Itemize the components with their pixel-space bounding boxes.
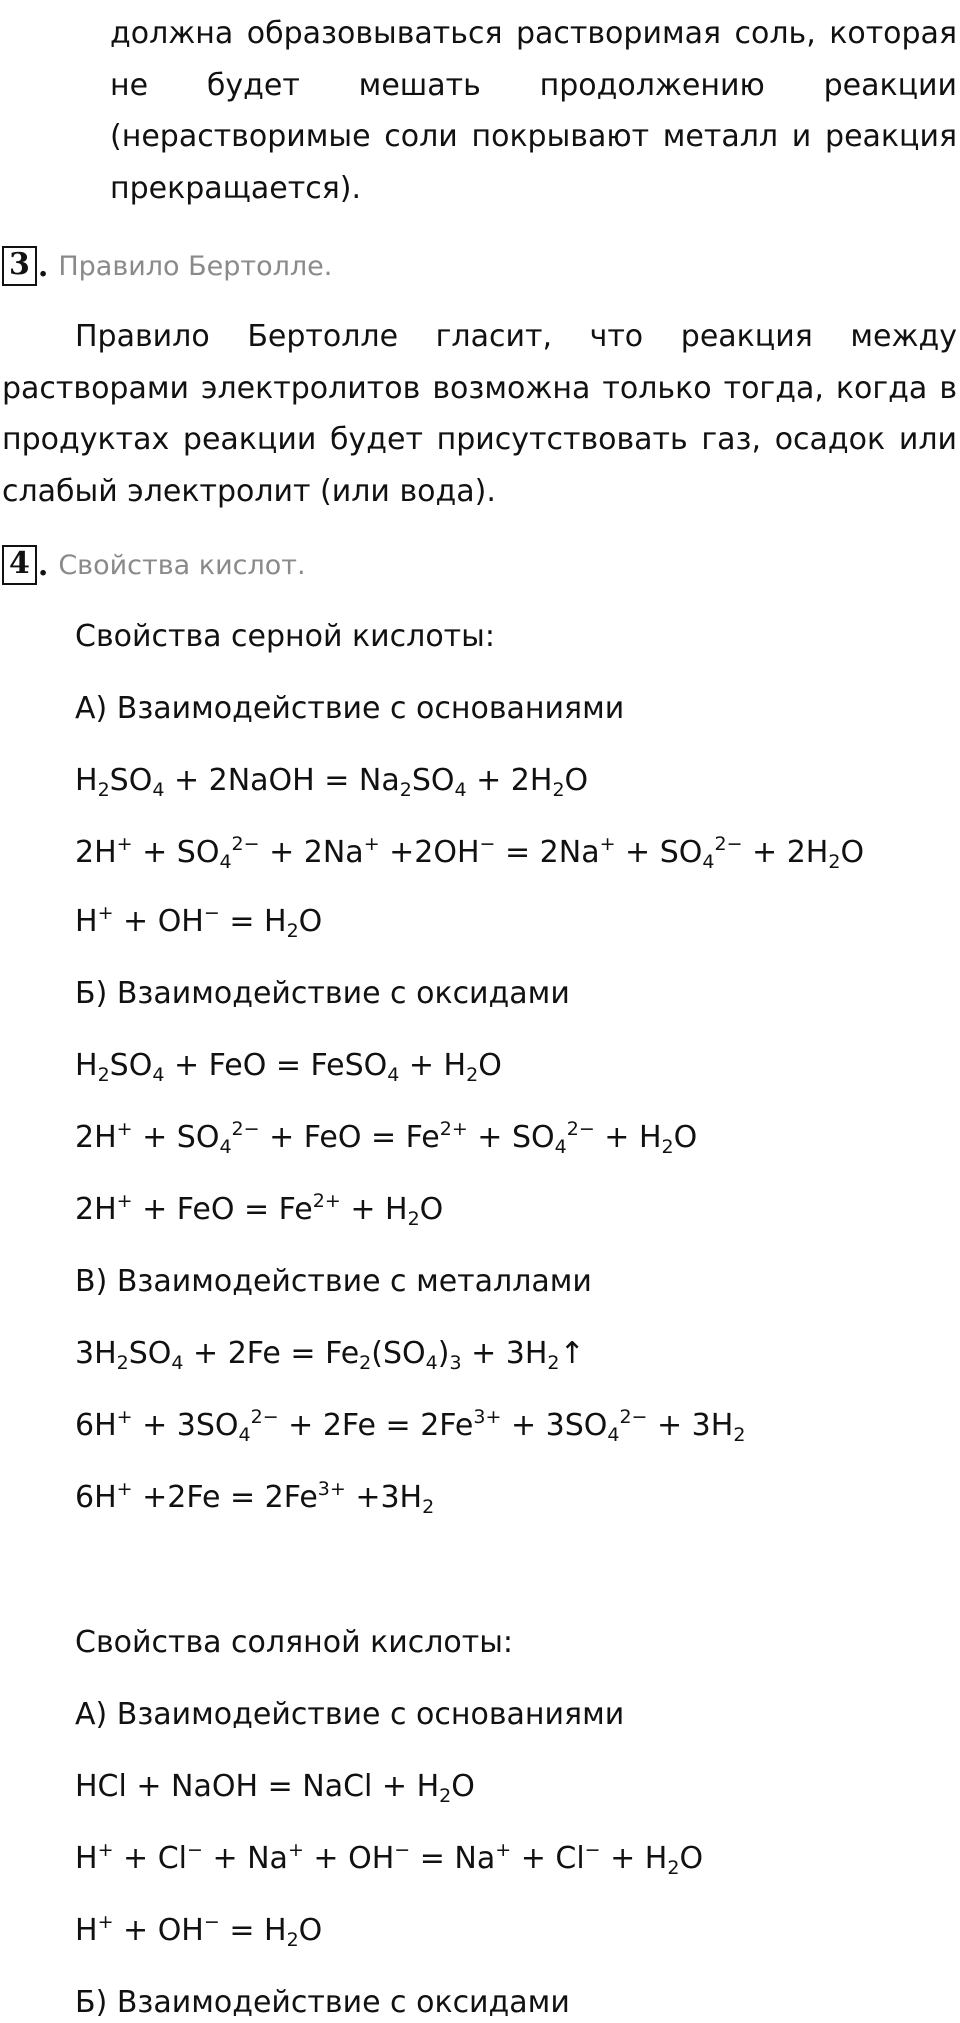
reaction-type-label: В) Взаимодействие с металлами <box>75 1264 592 1299</box>
intro-line: не будет мешать продолжению реакции <box>110 67 957 103</box>
paragraph-line: Правило Бертолле гласит, что реакция между <box>75 319 957 354</box>
berthollet-rule-paragraph <box>2 311 957 517</box>
chemical-equation: $H_2SO_4$ + FeO = FeSO$_4$ + $H_2O$ <box>75 1048 502 1086</box>
intro-line: прекращается). <box>110 170 362 206</box>
chemical-equation: $6H^+ + 3SO_4^{2-} + 2Fe = 2Fe^{3+} + 3SO_4^{2-} + 3H_2$ <box>75 1406 746 1446</box>
intro-line: должна образовываться растворимая соль, которая <box>110 16 957 51</box>
sulfuric-acid-heading: Свойства серной кислоты: <box>75 619 495 654</box>
paragraph-line: слабый электролит (или вода). <box>2 473 496 509</box>
section-title: Правило Бертолле. <box>58 250 333 282</box>
reaction-type-label: А) Взаимодействие с основаниями <box>75 691 625 726</box>
reaction-type-label: Б) Взаимодействие с оксидами <box>75 1985 570 2020</box>
reaction-type-label: А) Взаимодействие с основаниями <box>75 1697 625 1732</box>
intro-paragraph <box>110 8 957 214</box>
paragraph-line: продуктах реакции будет присутствовать газ, осадок или <box>2 422 957 457</box>
chemical-equation: $3H_2SO_4 + 2Fe = Fe_2(SO_4)_3$ + $3H_2↑$ <box>75 1336 585 1374</box>
section-number-badge: 3 <box>2 246 37 286</box>
section-number-badge: 4 <box>2 545 37 585</box>
chemical-equation: HCl + NaOH = NaCl + $H_2O$ <box>75 1769 475 1807</box>
paragraph-line: растворами электролитов возможна только тогда, когда в <box>2 370 957 406</box>
chemical-equation: $H^+ + Cl^- + Na^+ + OH^- = Na^+ + Cl^- + H_2O$ <box>75 1839 704 1879</box>
section-title: Свойства кислот. <box>58 549 306 581</box>
chemical-equation: $2H^+ + SO_4^{2-}$ + FeO = $Fe^{2+} + SO_4^{2-} + H_2O$ <box>75 1118 698 1158</box>
section-number-dot: . <box>37 248 49 284</box>
chemical-equation: $H_2SO_4$ + 2NaOH = $Na_2SO_4 + 2H_2O$ <box>75 763 589 801</box>
reaction-type-label: Б) Взаимодействие с оксидами <box>75 976 570 1011</box>
chemical-equation: $H^+ + OH^- = H_2O$ <box>75 1911 323 1951</box>
chemical-equation: $6H^+ +2Fe = 2Fe^{3+} +3H_2$ <box>75 1478 435 1518</box>
chemical-equation: $H^+ + OH^- = H_2O$ <box>75 902 323 942</box>
intro-line: (нерастворимые соли покрывают металл и реакция <box>110 119 957 154</box>
section-number-dot: . <box>37 547 49 583</box>
hydrochloric-acid-heading: Свойства соляной кислоты: <box>75 1625 514 1660</box>
chemical-equation: $2H^+ + SO_4^{2-} + 2Na^+ +2OH^- = 2Na^+ + SO_4^{2-} + 2H_2O$ <box>75 833 865 873</box>
chemical-equation: 2H+ + FeO = $Fe^{2+} + H_2O$ <box>75 1190 444 1230</box>
section-4-heading <box>2 543 306 587</box>
section-3-heading <box>2 244 332 288</box>
